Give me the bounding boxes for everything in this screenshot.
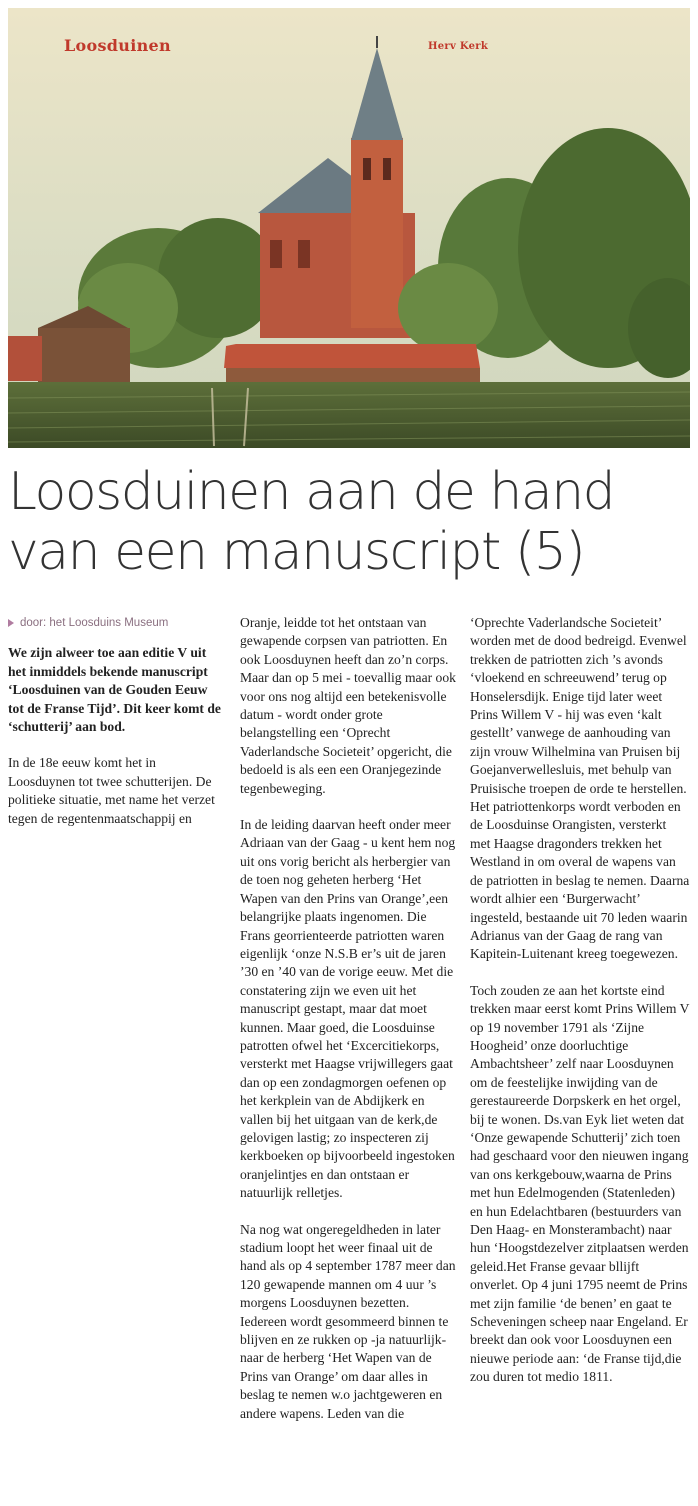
article-column-2 xyxy=(240,614,458,1441)
byline xyxy=(8,614,224,632)
article-column-1 xyxy=(8,614,224,846)
body-paragraph: ‘Oprechte Vaderlandsche Societeit’ worden met de dood bedreigd. Evenwel trekken de patriotten zich ’s avonds ‘vloekend en schreeuwend’ terug op Honselersdijk. Enige tijd later weet Prins Willem V - hij was even ‘kalt gestellt’ vanwege de aanhouding van zijn vrouw Wilhelmina van Pruisen bij Goejanverwellesluis, met behulp van Pruisische troepen de orde te herstellen. Het patriottenkorps wordt verboden en de Loosduinse Orangisten, versterkt met Haagse dragonders trekken het Westland in om overal de wapens van de patriotten in beslag te nemen. Daarna wordt alhier een ‘Burgerwacht’ ingesteld, bestaande uit 70 leden waarin Adrianus van der Gaag de rang van Kapitein-Luitenant kreeg toegewezen. xyxy=(470,615,690,962)
postcard-caption-right: Herv Kerk xyxy=(428,41,489,52)
body-paragraph: In de leiding daarvan heeft onder meer Adriaan van der Gaag - u kent hem nog uit ons vorig bericht als herbergier van de toen nog geheten herberg ‘Het Wapen van den Prins van Orange’,een belangrijke plaats ingenomen. Die Frans georrienteerde patriotten waren eigenlijk ‘onze N.S.B er’s uit de jaren ’30 en ’40 van de vorige eeuw. Met die constatering zijn we even uit het manuscript gestapt, maar dat moet kunnen. Maar goed, die Loosduinse patrotten ofwel het ‘Excercitiekorps, versterkt met Haagse vrijwillegers gaat dan op een zondagmorgen oefenen op het kerkplein van de Abdijkerk en vallen bij het uitgaan van de kerk,de gelovigen lastig; zo inspecteren zij kerkboeken op bijvoorbeeld ingestoken oranjelintjes en dan ontstaan er natuurlijk relletjes. xyxy=(240,817,456,1201)
article-column-3 xyxy=(470,614,690,1405)
postcard-caption-left: Loosduinen xyxy=(64,36,171,55)
body-paragraph: Oranje, leidde tot het ontstaan van gewapende corpsen van patriotten. En ook Loosduynen heeft dan zo’n corps. Maar dan op 5 mei - toevallig maar ook voor ons nog altijd een betekenisvolle datum - wordt onder grote belangstelling een ‘Oprecht Vaderlandsche Societeit’ opgericht, die bedoeld is als een een Oranjegezinde tegenbeweging. xyxy=(240,615,456,796)
intro-paragraph: We zijn alweer toe aan editie V uit het inmiddels bekende manuscript ‘Loosduinen van de Gouden Eeuw tot de Franse Tijd’. Dit keer komt de ‘schutterij’ aan bod. xyxy=(8,645,221,735)
body-paragraph: In de 18e eeuw komt het in Loosduynen tot twee schutterijen. De politieke situatie, met name het verzet tegen de regentenmaatschappij en xyxy=(8,755,215,826)
triangle-bullet-icon xyxy=(8,619,14,627)
church-illustration xyxy=(8,8,690,448)
postcard-image xyxy=(8,8,690,448)
body-paragraph: Toch zouden ze aan het kortste eind trekken maar eerst komt Prins Willem V op 19 november 1791 als ‘Zijne Hoogheid’ onze doorluchtige Ambachtsheer’ zelf naar Loosduynen om de feestelijke inwijding van de gerestaureerde Dorpskerk en het orgel, bij te wonen. Ds.van Eyk liet weten dat ‘Onze gewapende Schutterij’ zich toen had geschaard voor den nieuwen ingang van ons kerkgebouw,waarna de Prins met hun Edelmogenden (Statenleden) en hun Edelachtbaren (bestuurders van Den Haag- en Monsterambacht) naar hun ‘Hoogstdezelver zitplaatsen werden geleid.Het Franse gevaar bllijft onverlet. Op 4 juni 1795 neemt de Prins met zijn familie ‘de benen’ en gaat te Scheveningen scheep naar Engeland. Er breekt dan ook voor Loosduynen een nieuwe periode aan: ‘de Franse tijd,die zou duren tot medio 1811. xyxy=(470,982,690,1385)
byline-text: door: het Loosduins Museum xyxy=(20,617,169,629)
article-headline: Loosduinen aan de hand van een manuscript (5) xyxy=(8,462,615,582)
body-paragraph: Na nog wat ongeregeldheden in later stadium loopt het weer finaal uit de hand als op 4 september 1787 meer dan 120 gewapende mannen om 4 uur ’s morgens Loosduynen bezetten. Iedereen wordt gesommeerd binnen te blijven en ze rukken op -ja natuurlijk- naar de herberg ‘Het Wapen van de Prins van Orange’ om daar alles in beslag te nemen w.o jachtgeweren en andere wapens. Leden van die xyxy=(240,1221,456,1421)
